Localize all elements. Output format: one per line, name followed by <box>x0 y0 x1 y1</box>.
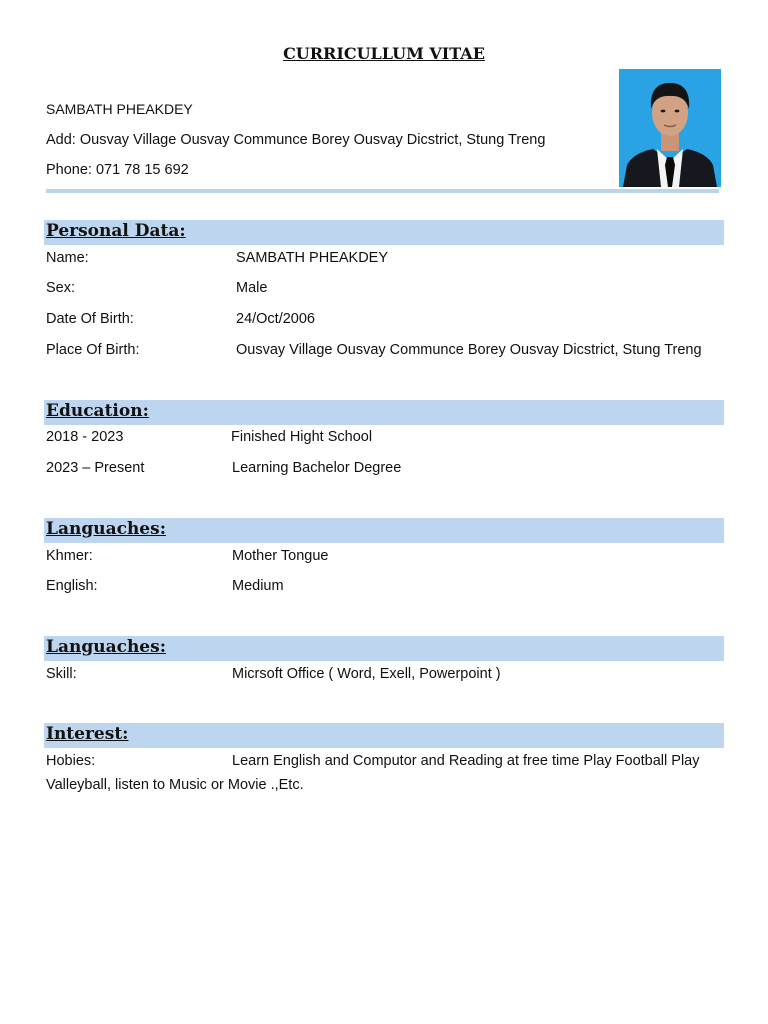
document-title: CURRICULLUM VITAE <box>283 44 485 63</box>
section-heading-education: Education: <box>46 401 149 421</box>
label-hobbies: Hobies: <box>46 753 96 769</box>
label-sex: Sex: <box>46 280 76 296</box>
section-heading-personal: Personal Data: <box>46 221 186 241</box>
label-place-of-birth: Place Of Birth: <box>46 342 140 358</box>
label-language-khmer: Khmer: <box>46 548 93 564</box>
value-sex: Male <box>236 280 268 296</box>
education-detail: Learning Bachelor Degree <box>232 460 402 476</box>
header-phone: Phone: 071 78 15 692 <box>46 162 189 178</box>
section-heading-skills: Languaches: <box>46 637 166 657</box>
section-interest <box>44 723 724 748</box>
label-skill: Skill: <box>46 666 77 682</box>
education-period: 2023 – Present <box>46 460 145 476</box>
value-hobbies: Learn English and Computor and Reading at free time Play Football Play Valleyball, listen to Music or Movie .,Etc. <box>46 753 700 793</box>
value-language-khmer: Mother Tongue <box>232 548 329 564</box>
section-heading-interest: Interest: <box>46 724 129 744</box>
section-heading-languages: Languaches: <box>46 519 166 539</box>
label-date-of-birth: Date Of Birth: <box>46 311 134 327</box>
header-divider <box>46 189 719 193</box>
label-language-english: English: <box>46 578 98 594</box>
label-name: Name: <box>46 250 89 266</box>
value-date-of-birth: 24/Oct/2006 <box>236 311 315 327</box>
value-place-of-birth: Ousvay Village Ousvay Communce Borey Ousvay Dicstrict, Stung Treng <box>236 342 702 358</box>
value-name: SAMBATH PHEAKDEY <box>236 250 389 266</box>
interest-paragraph <box>46 749 722 797</box>
header-address: Add: Ousvay Village Ousvay Communce Borey Ousvay Dicstrict, Stung Treng <box>46 132 546 148</box>
value-language-english: Medium <box>232 578 284 594</box>
section-personal-data <box>44 220 724 245</box>
section-languages <box>44 518 724 543</box>
profile-photo <box>619 69 721 187</box>
value-skill: Micrsoft Office ( Word, Exell, Powerpoint ) <box>232 666 501 682</box>
section-education <box>44 400 724 425</box>
education-period: 2018 - 2023 <box>46 429 124 445</box>
section-skills <box>44 636 724 661</box>
header-name: SAMBATH PHEAKDEY <box>46 101 193 117</box>
education-detail: Finished Hight School <box>231 429 373 445</box>
